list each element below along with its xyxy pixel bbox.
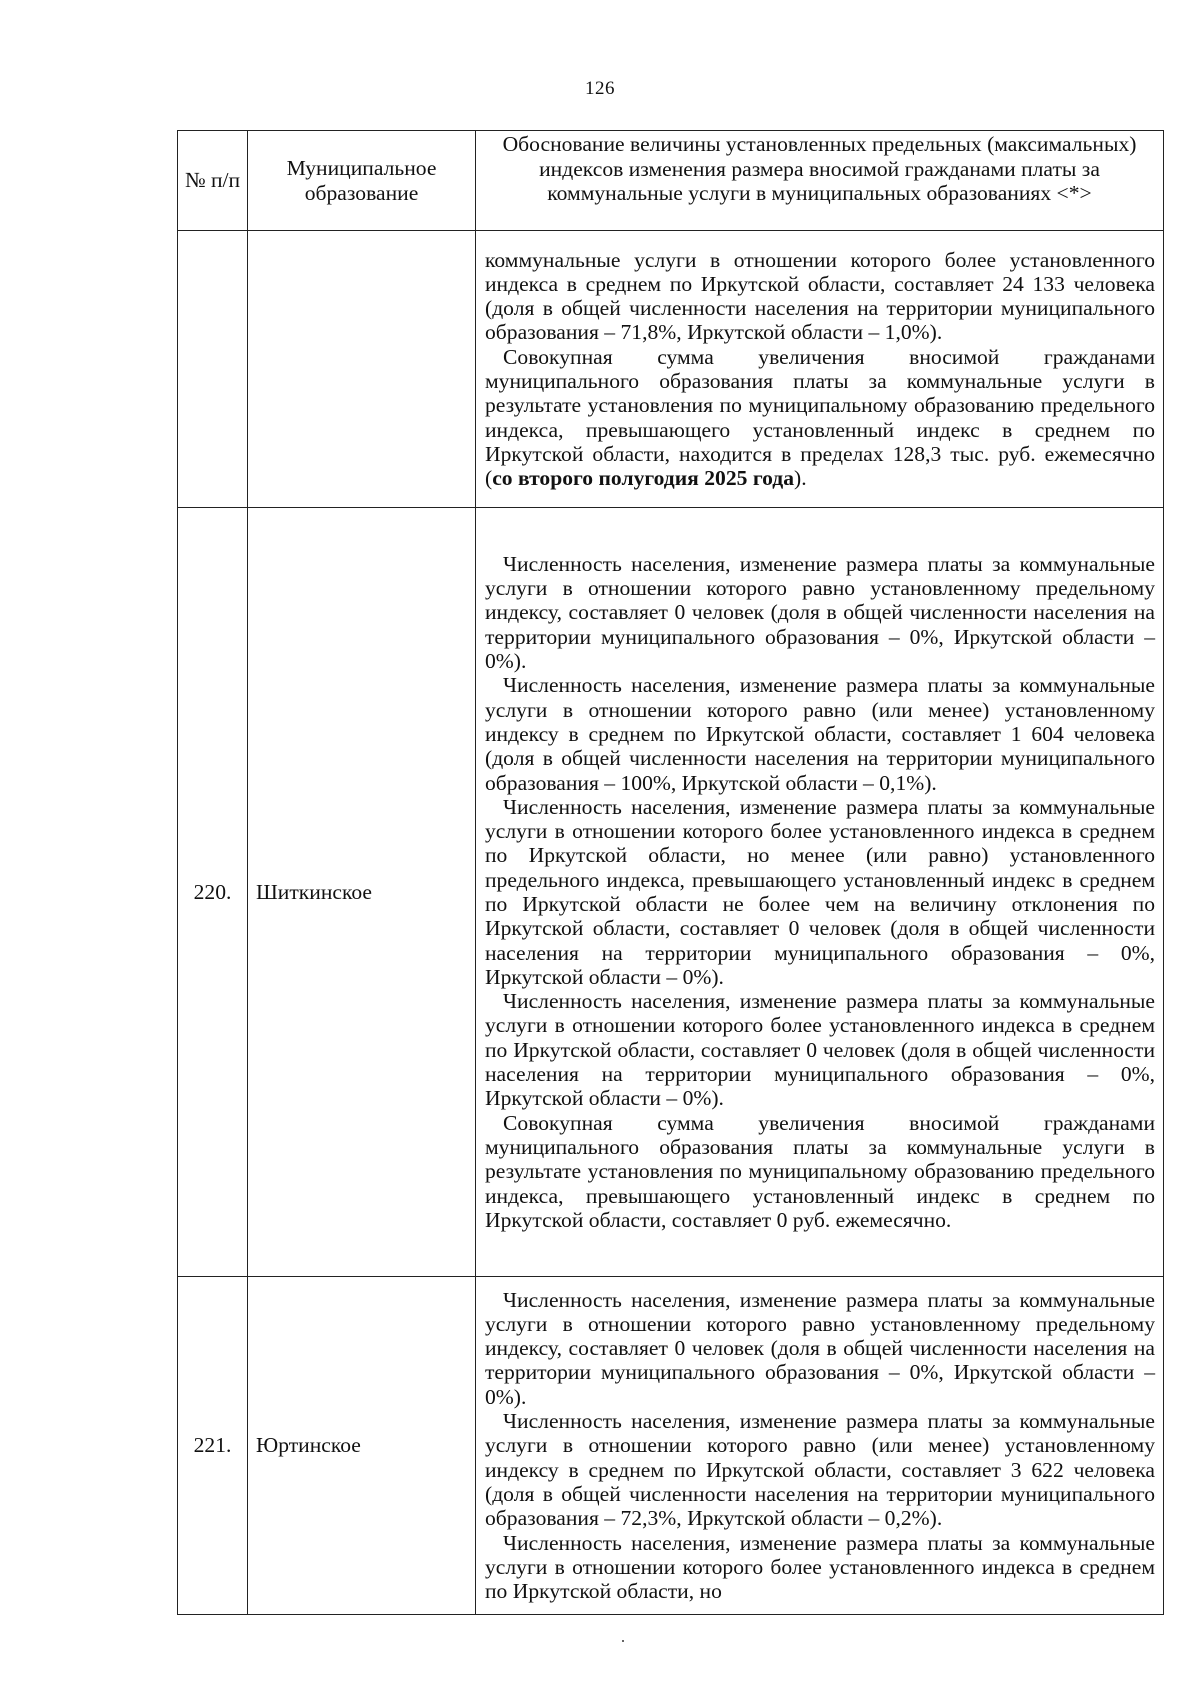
- justification-cell: [476, 508, 1164, 1277]
- table-row: [178, 1277, 1164, 1615]
- justification-paragraph: Численность населения, изменение размера платы за коммунальные услуги в отношении которого более установленного индекса в среднем по Иркутской области, составляет 0 человек (доля в общей численности населения на территории муниципального образования – 0%, Иркутской области – 0%).: [485, 989, 1155, 1111]
- justification-paragraph: Численность населения, изменение размера платы за коммунальные услуги в отношении которого равно установленному предельному индексу, составляет 0 человек (доля в общей численности населения на территории муниципального образования – 0%, Иркутской области – 0%).: [485, 551, 1155, 674]
- bold-period-text: со второго полугодия 2025 года: [492, 466, 794, 491]
- justification-paragraph: Численность населения, изменение размера платы за коммунальные услуги в отношении которого равно установленному предельному индексу, составляет 0 человек (доля в общей численности населения на территории муниципального образования – 0%, Иркутской области – 0%).: [485, 1287, 1155, 1409]
- justification-cell: [476, 1277, 1164, 1615]
- table-header-row: [178, 131, 1164, 231]
- header-municipality: Муниципальное образование: [248, 131, 476, 231]
- table-row: [178, 231, 1164, 508]
- tariff-index-table: [177, 130, 1164, 1615]
- municipality-name: [248, 231, 476, 508]
- text-span: ).: [794, 466, 807, 491]
- municipality-name: Шиткинское: [248, 508, 476, 1277]
- header-justification: Обоснование величины установленных предельных (максимальных) индексов изменения размера вносимой гражданами платы за коммунальные услуги в муниципальных образованиях <*>: [476, 131, 1164, 231]
- municipality-name: Юртинское: [248, 1277, 476, 1615]
- justification-paragraph: Численность населения, изменение размера платы за коммунальные услуги в отношении которого более установленного индекса в среднем по Иркутской области, но: [485, 1530, 1155, 1604]
- justification-paragraph: [485, 345, 1155, 491]
- scan-speck: [622, 1640, 624, 1642]
- page-number: 126: [585, 78, 615, 99]
- text-span: Совокупная сумма увеличения вносимой гражданами муниципального образования платы за коммунальные услуги в результате установления по муниципальному образованию предельного индекса, превышающего установленный индекс в среднем по Иркутской области, находится в пределах 128,3 тыс. руб. ежемесячно (: [485, 344, 1155, 491]
- table-row: [178, 508, 1164, 1277]
- row-number: [178, 231, 248, 508]
- justification-paragraph: Численность населения, изменение размера платы за коммунальные услуги в отношении которого более установленного индекса в среднем по Иркутской области, но менее (или равно) установленного предельного индекса, превышающего установленный индекс в среднем по Иркутской области не более чем на величину отклонения по Иркутской области, составляет 0 человек (доля в общей численности населения на территории муниципального образования – 0%, Иркутской области – 0%).: [485, 794, 1155, 989]
- justification-paragraph: Численность населения, изменение размера платы за коммунальные услуги в отношении которого равно (или менее) установленному индексу в среднем по Иркутской области, составляет 1 604 человека (доля в общей численности населения на территории муниципального образования – 100%, Иркутской области – 0,1%).: [485, 673, 1155, 795]
- header-num: № п/п: [178, 131, 248, 231]
- justification-paragraph: коммунальные услуги в отношении которого более установленного индекса в среднем по Иркутской области, составляет 24 133 человека (доля в общей численности населения на территории муниципального образования – 71,8%, Иркутской области – 1,0%).: [485, 247, 1155, 345]
- justification-cell: [476, 231, 1164, 508]
- justification-paragraph: Численность населения, изменение размера платы за коммунальные услуги в отношении которого равно (или менее) установленному индексу в среднем по Иркутской области, составляет 3 622 человека (доля в общей численности населения на территории муниципального образования – 72,3%, Иркутской области – 0,2%).: [485, 1409, 1155, 1531]
- row-number: 221.: [178, 1277, 248, 1615]
- justification-paragraph: Совокупная сумма увеличения вносимой гражданами муниципального образования платы за коммунальные услуги в результате установления по муниципальному образованию предельного индекса, превышающего установленный индекс в среднем по Иркутской области, составляет 0 руб. ежемесячно.: [485, 1110, 1155, 1232]
- row-number: 220.: [178, 508, 248, 1277]
